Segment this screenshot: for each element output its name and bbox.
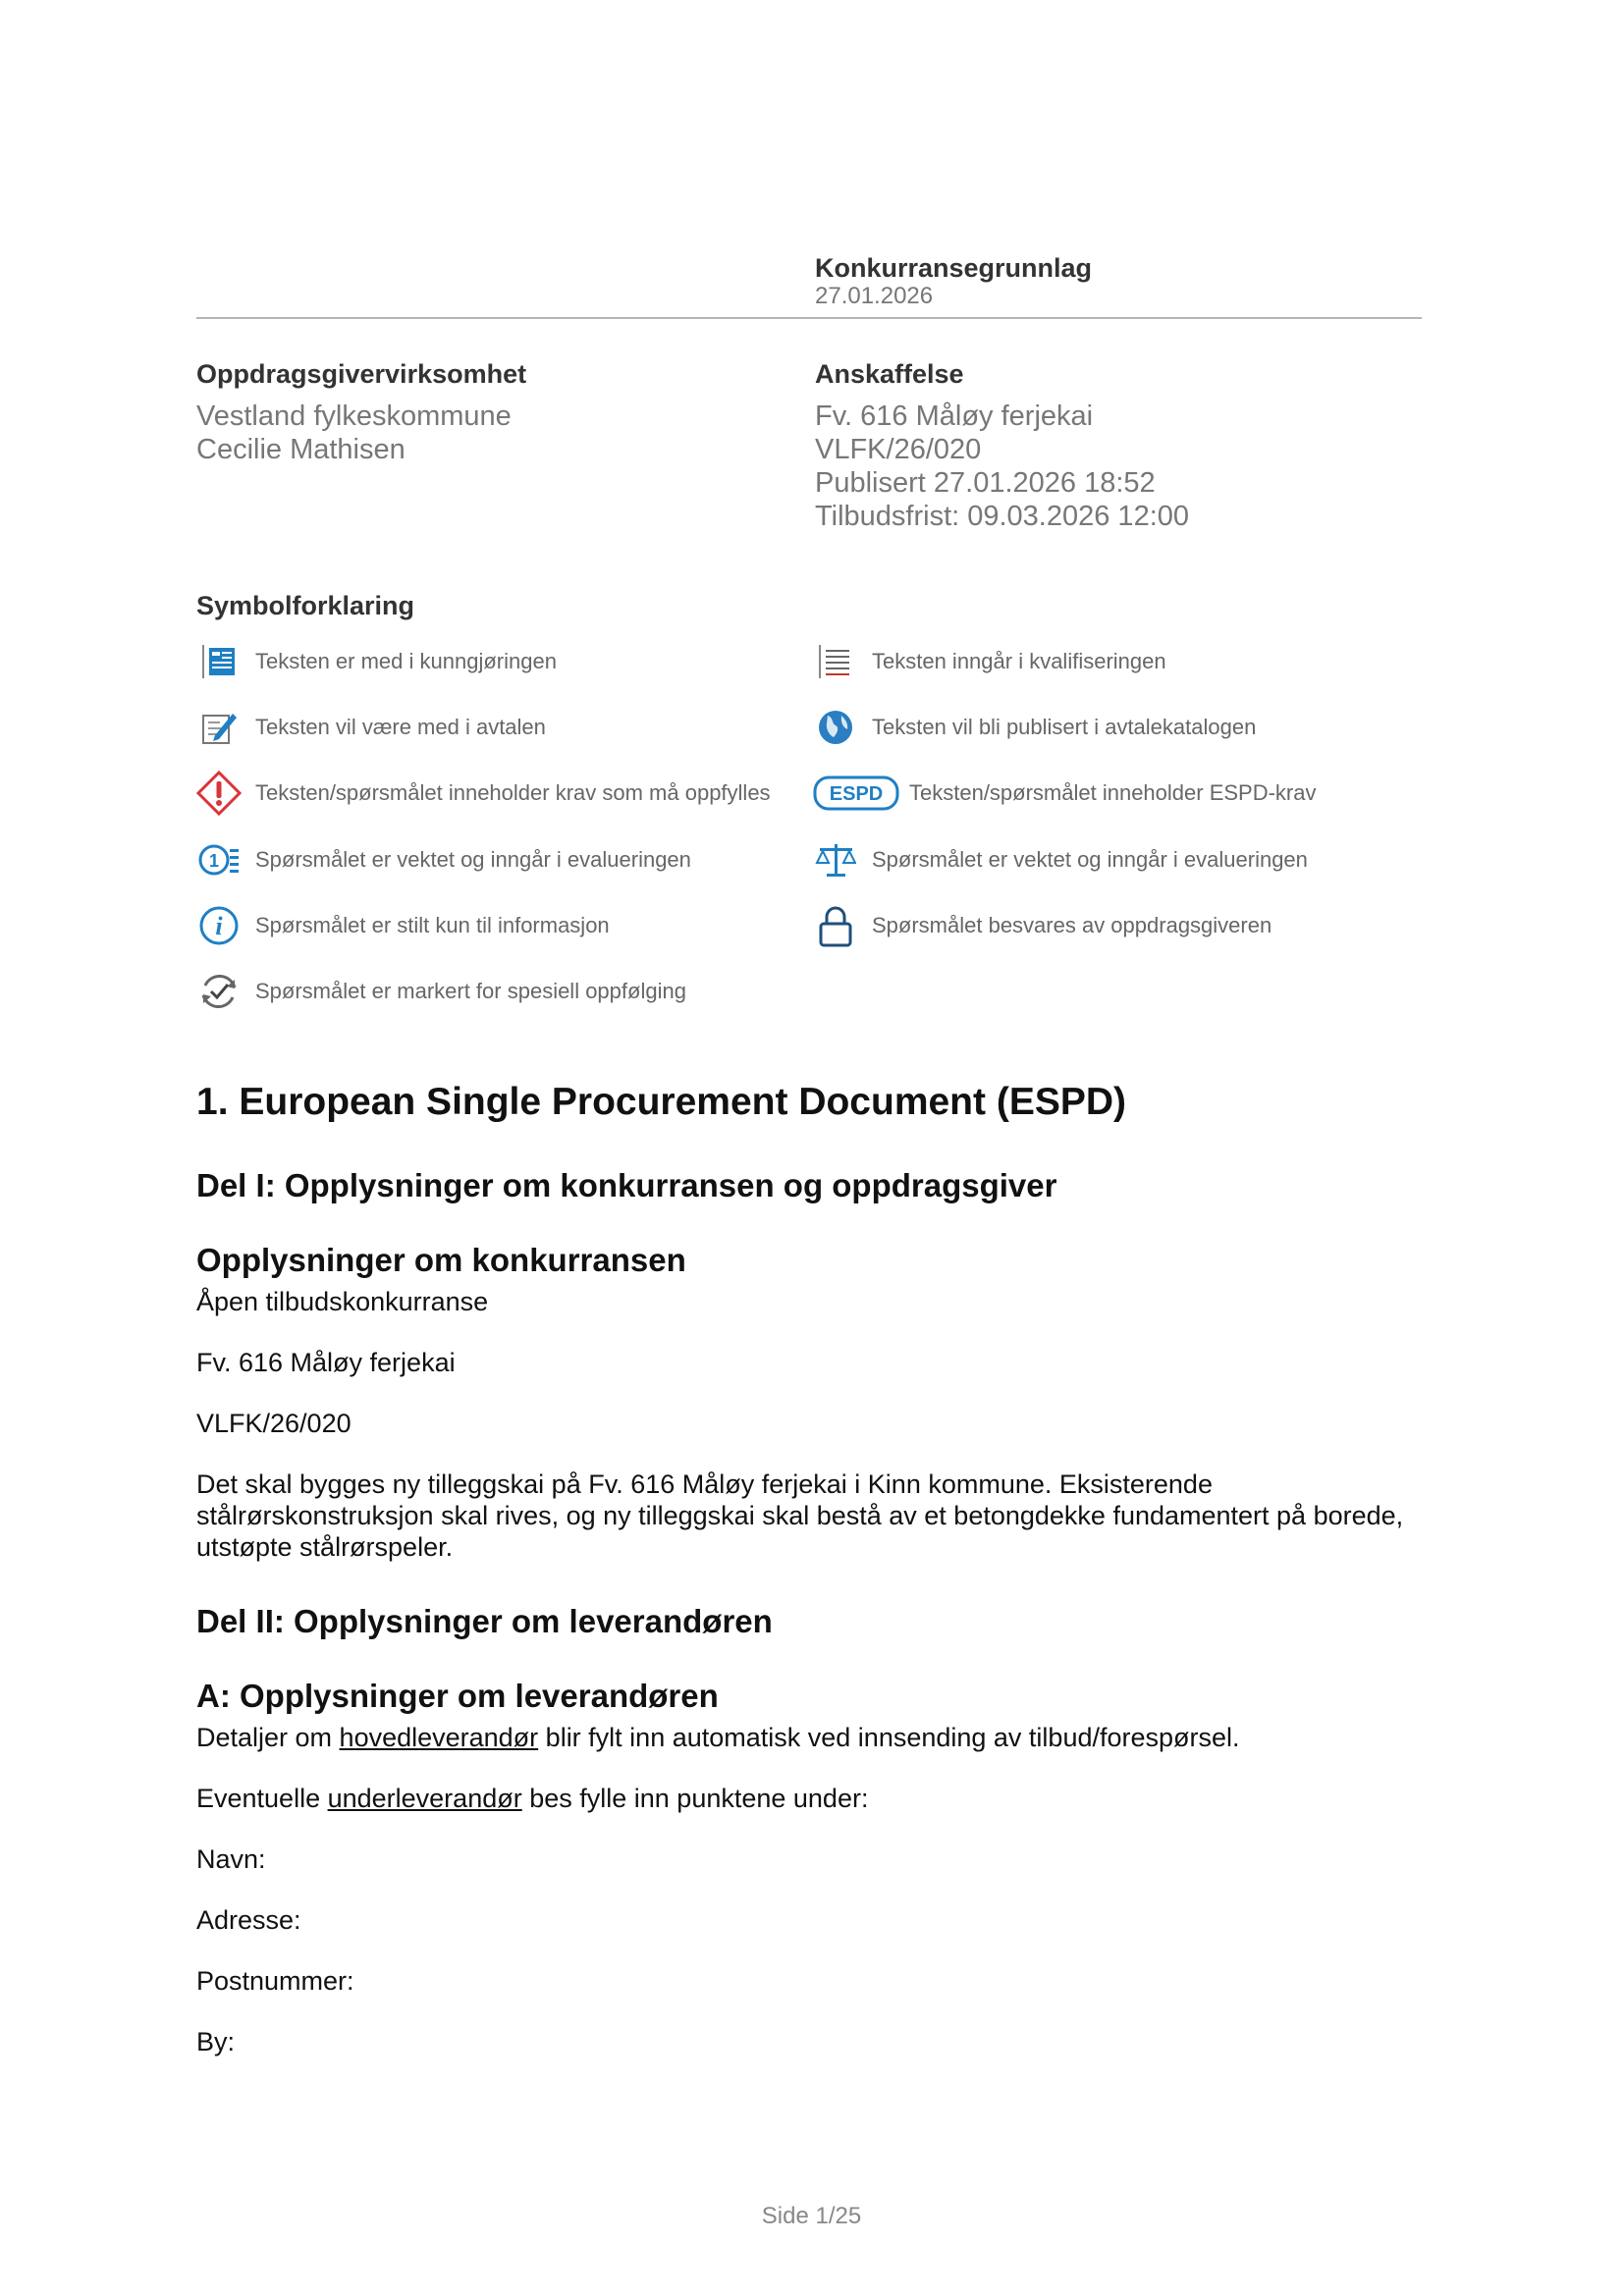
procurement-published: Publisert 27.01.2026 18:52 xyxy=(815,467,1156,499)
legend-label: Spørsmålet besvares av oppdragsgiveren xyxy=(872,913,1272,937)
main-supplier-link[interactable]: hovedleverandør xyxy=(339,1723,539,1752)
supplier-heading: A: Opplysninger om leverandøren xyxy=(196,1678,719,1714)
competition-description: Det skal bygges ny tilleggskai på Fv. 616 Måløy ferjekai i Kinn kommune. Eksisterende stålrørskonstruksjon skal rives, og ny tilleggskai skal bestå av et betongdekke fundamentert på borede, utstøpte stålrørspeler. xyxy=(196,1469,1404,1562)
procurement-heading: Anskaffelse xyxy=(815,359,964,389)
part1-title: Del I: Opplysninger om konkurransen og oppdragsgiver xyxy=(196,1167,1057,1203)
legend-item-requirement xyxy=(196,771,771,816)
part2-title: Del II: Opplysninger om leverandøren xyxy=(196,1603,773,1639)
legend-item-announcement xyxy=(196,639,557,684)
announcement-icon xyxy=(196,639,242,684)
field-address-label: Adresse: xyxy=(196,1905,301,1935)
legend-item-contract xyxy=(196,705,546,750)
procurement-info xyxy=(815,358,1189,533)
qualification-list-icon xyxy=(813,639,858,684)
competition-name: Fv. 616 Måløy ferjekai xyxy=(196,1348,456,1377)
weighted-evaluation-icon xyxy=(196,837,242,882)
follow-up-icon xyxy=(196,969,242,1014)
legend-item-follow-up xyxy=(196,969,686,1014)
legend-item-catalogue xyxy=(813,705,1256,750)
field-name-label: Navn: xyxy=(196,1844,266,1874)
header-divider xyxy=(196,317,1422,319)
competition-reference: VLFK/26/020 xyxy=(196,1409,352,1438)
legend-label: Teksten vil være med i avtalen xyxy=(255,715,546,739)
procurement-name: Fv. 616 Måløy ferjekai xyxy=(815,400,1094,432)
document-body xyxy=(196,1080,1422,2087)
legend-item-weighted xyxy=(196,837,691,882)
legend-label: Teksten/spørsmålet inneholder krav som må oppfylles xyxy=(255,780,771,805)
legend-item-espd xyxy=(813,771,1317,816)
legend-heading: Symbolforklaring xyxy=(196,591,415,620)
document-date: 27.01.2026 xyxy=(815,283,934,309)
espd-badge-icon xyxy=(813,771,899,816)
main-supplier-text: Detaljer om hovedleverandør blir fylt inn automatisk ved innsending av tilbud/forespørsel. xyxy=(196,1723,1240,1752)
field-city-label: By: xyxy=(196,2027,236,2056)
legend-label: Teksten er med i kunngjøringen xyxy=(255,649,557,673)
svg-text:i: i xyxy=(215,912,223,940)
client-heading: Oppdragsgivervirksomhet xyxy=(196,359,527,389)
client-contact: Cecilie Mathisen xyxy=(196,434,406,465)
document-type-title: Konkurransegrunnlag xyxy=(815,253,1093,283)
legend-item-info xyxy=(196,903,610,948)
globe-icon xyxy=(813,705,858,750)
competition-heading: Opplysninger om konkurransen xyxy=(196,1242,686,1278)
legend-item-lock xyxy=(813,903,1271,948)
legend-label: Teksten/spørsmålet inneholder ESPD-krav xyxy=(909,780,1317,805)
legend-label: Teksten vil bli publisert i avtalekatalogen xyxy=(872,715,1257,739)
legend-label: Spørsmålet er stilt kun til informasjon xyxy=(255,913,610,937)
client-info xyxy=(196,358,526,466)
field-postcode-label: Postnummer: xyxy=(196,1966,354,1996)
procurement-reference: VLFK/26/020 xyxy=(815,434,982,465)
lock-icon xyxy=(813,903,858,948)
sub-supplier-link[interactable]: underleverandør xyxy=(327,1784,522,1813)
legend-label: Spørsmålet er markert for spesiell oppfølging xyxy=(255,979,686,1003)
espd-badge-text: ESPD xyxy=(829,783,884,805)
contract-edit-icon xyxy=(196,705,242,750)
document-header xyxy=(815,253,1092,310)
scales-icon xyxy=(813,837,858,882)
sub-supplier-text: Eventuelle underleverandør bes fylle inn punktene under: xyxy=(196,1784,869,1813)
requirement-warning-icon xyxy=(196,771,242,816)
legend-label: Spørsmålet er vektet og inngår i evalueringen xyxy=(872,847,1308,872)
legend-item-qualification xyxy=(813,639,1166,684)
page-number: Side 1/25 xyxy=(761,2203,862,2229)
info-icon xyxy=(196,903,242,948)
legend-label: Teksten inngår i kvalifiseringen xyxy=(872,649,1166,673)
section-title: 1. European Single Procurement Document (ESPD) xyxy=(196,1081,1127,1123)
procurement-deadline: Tilbudsfrist: 09.03.2026 12:00 xyxy=(815,501,1190,532)
svg-text:1: 1 xyxy=(208,851,220,871)
procedure-type: Åpen tilbudskonkurranse xyxy=(196,1287,489,1316)
legend-label: Spørsmålet er vektet og inngår i evalueringen xyxy=(255,847,691,872)
legend-item-scales xyxy=(813,837,1308,882)
client-organization: Vestland fylkeskommune xyxy=(196,400,512,432)
